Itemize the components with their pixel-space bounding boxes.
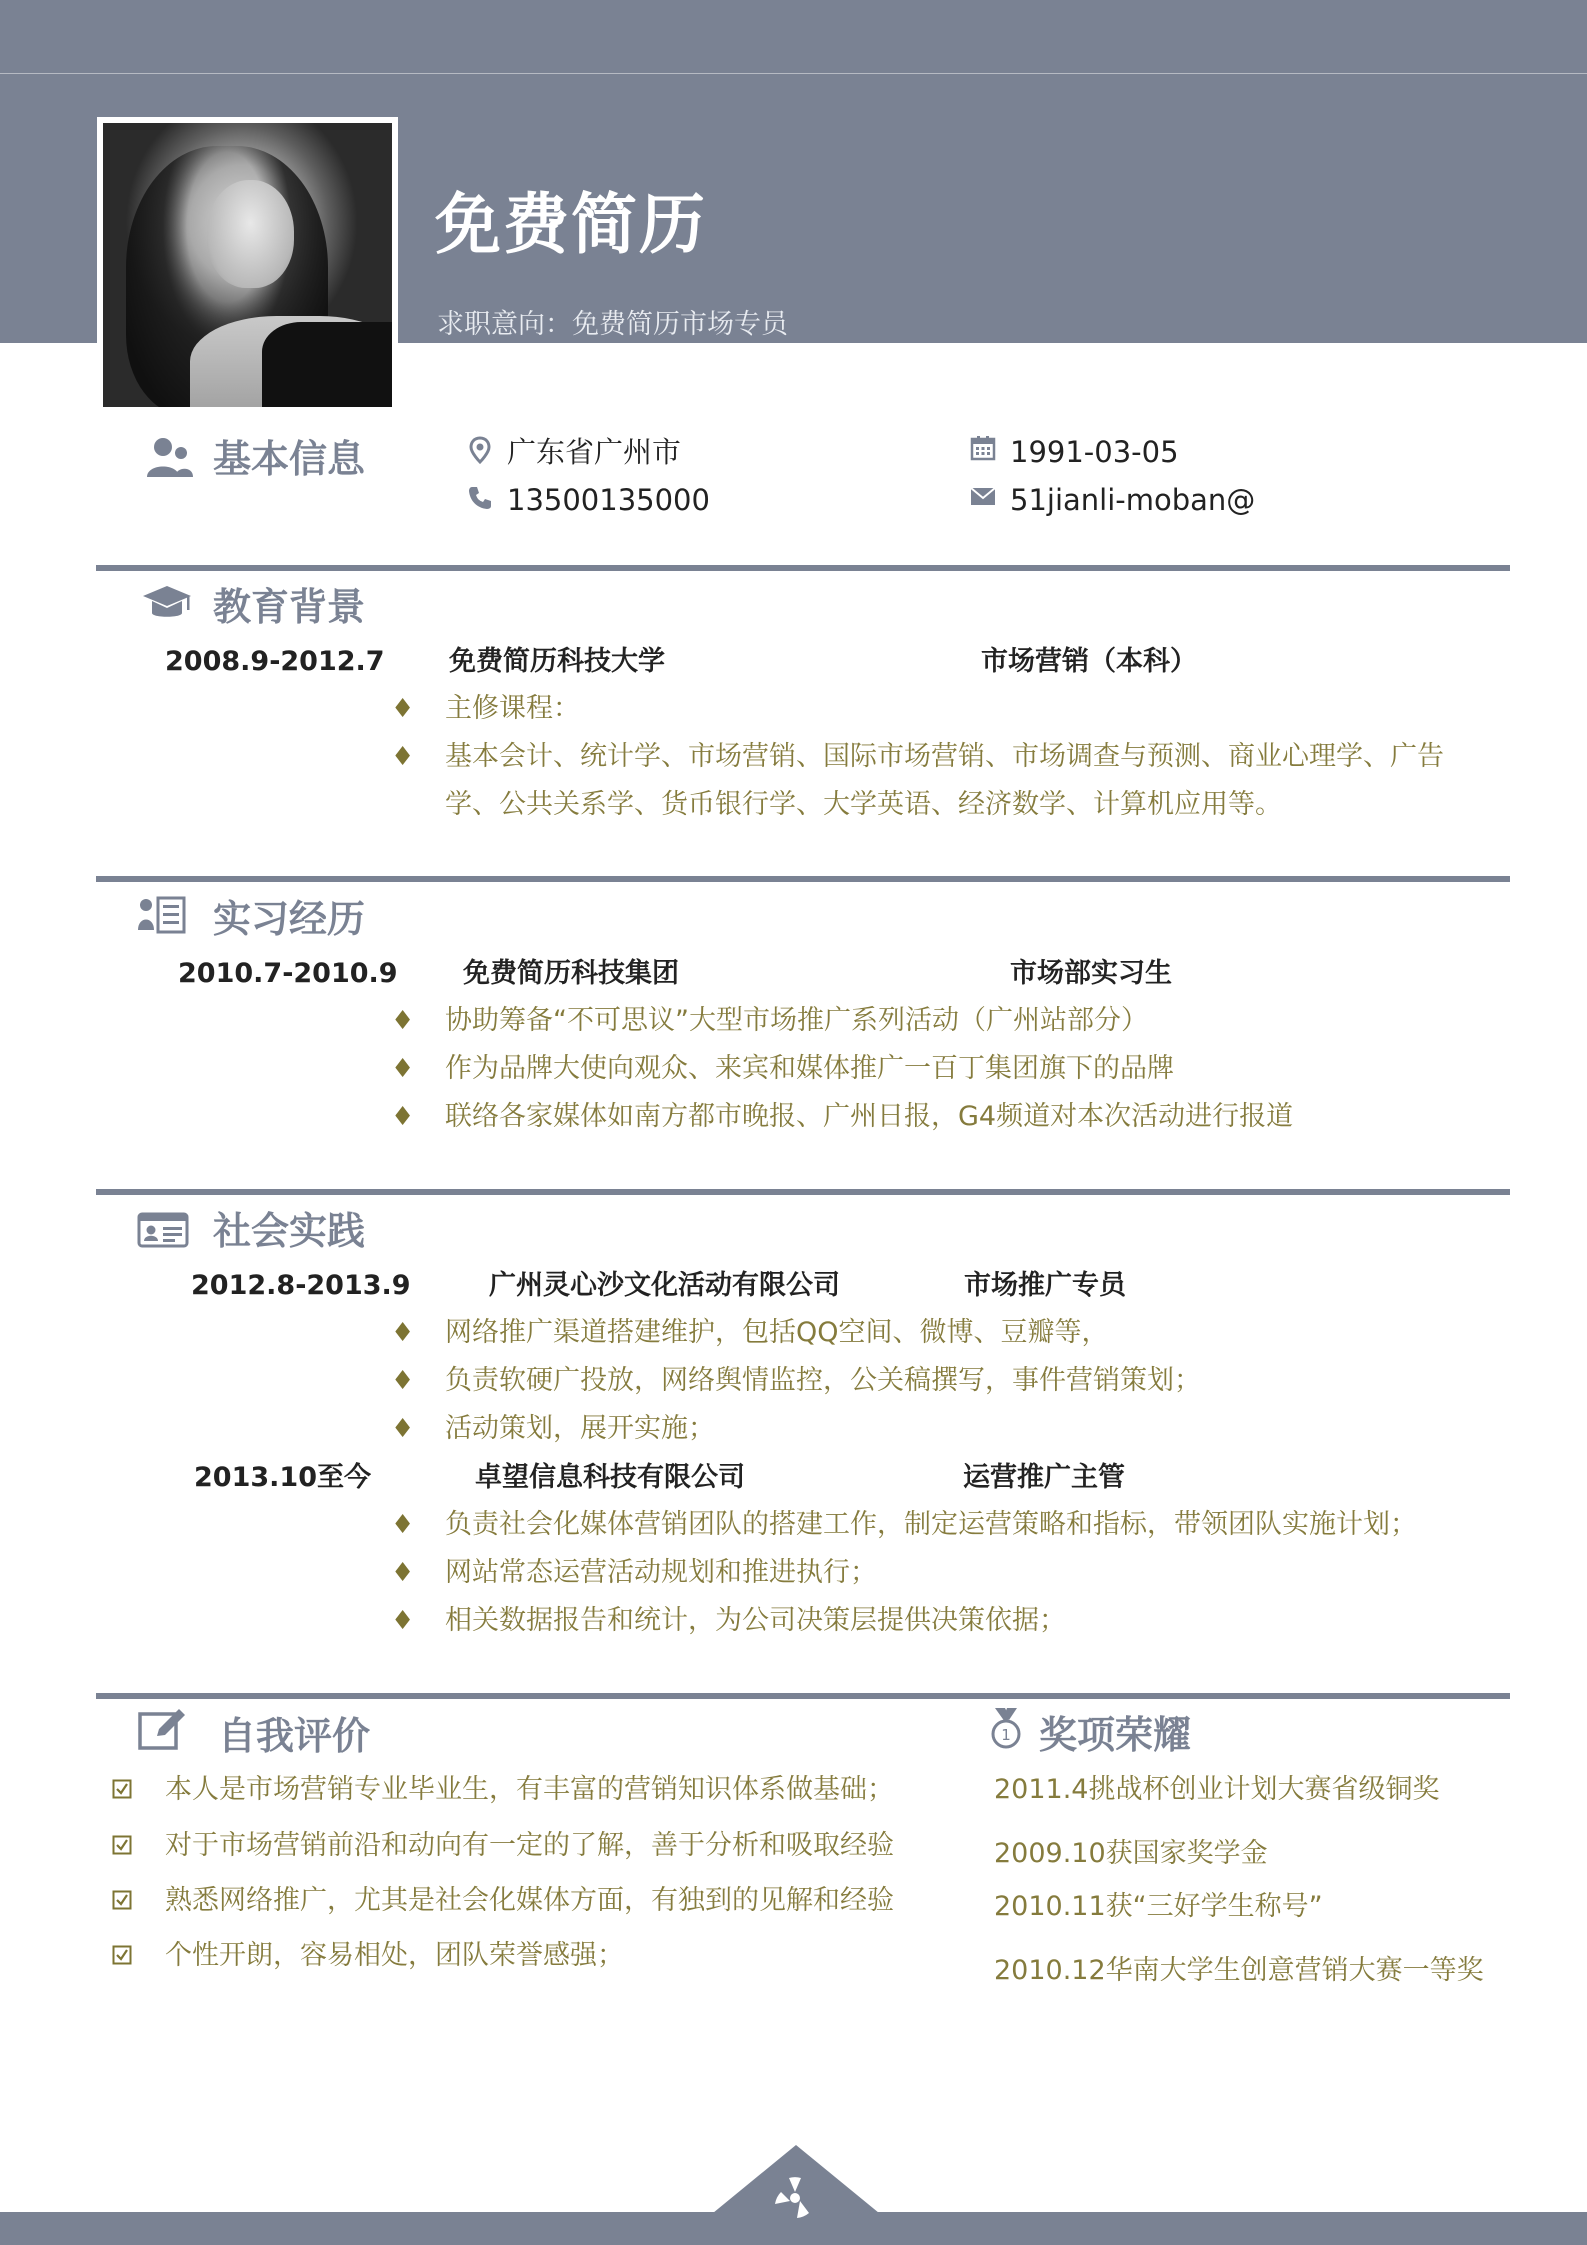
checkbox-icon — [112, 1779, 132, 1799]
practice-bullet: 负责软硬广投放，网络舆情监控，公关稿撰写，事件营销策划； — [445, 1365, 1201, 1396]
edit-icon — [137, 1708, 189, 1752]
bullet-icon: ♦ — [391, 1006, 415, 1036]
phone-icon — [466, 484, 494, 512]
education-bullet: 基本会计、统计学、市场营销、国际市场营销、市场调查与预测、商业心理学、广告学、公共关系学、货币银行学、大学英语、经济数学、计算机应用等。 — [445, 741, 1444, 820]
bullet-icon: ♦ — [391, 742, 415, 772]
section-divider — [96, 1693, 1510, 1699]
footer-logo-icon — [767, 2170, 823, 2226]
education-school: 免费简历科技大学 — [449, 646, 665, 677]
medal-icon — [985, 1706, 1037, 1750]
phone-text: 13500135000 — [507, 483, 710, 517]
section-title-internship: 实习经历 — [213, 897, 366, 941]
practice-company: 广州灵心沙文化活动有限公司 — [489, 1270, 840, 1301]
internship-bullet: 联络各家媒体如南方都市晚报、广州日报，G4频道对本次活动进行报道 — [445, 1101, 1294, 1132]
section-title-practice: 社会实践 — [213, 1209, 366, 1253]
bullet-icon: ♦ — [391, 1414, 415, 1444]
internship-period: 2010.7-2010.9 — [178, 958, 398, 989]
section-title-basic-info: 基本信息 — [213, 437, 366, 481]
profile-photo — [97, 117, 398, 413]
education-bullet: 主修课程： — [445, 693, 580, 724]
section-divider — [96, 1189, 1510, 1195]
internship-bullet: 作为品牌大使向观众、来宾和媒体推广一百丁集团旗下的品牌 — [445, 1053, 1174, 1084]
practice-bullet: 负责社会化媒体营销团队的搭建工作，制定运营策略和指标，带领团队实施计划； — [445, 1509, 1417, 1540]
bullet-icon: ♦ — [391, 1102, 415, 1132]
bullet-icon: ♦ — [391, 1558, 415, 1588]
practice-bullet: 相关数据报告和统计，为公司决策层提供决策依据； — [445, 1605, 1066, 1636]
email-text: 51jianli-moban@ — [1010, 483, 1256, 517]
section-title-awards: 奖项荣耀 — [1039, 1713, 1192, 1757]
internship-role: 市场部实习生 — [1010, 958, 1172, 989]
graduation-cap-icon — [141, 582, 193, 626]
practice-period: 2012.8-2013.9 — [191, 1270, 411, 1301]
checkbox-icon — [112, 1835, 132, 1855]
photo-image — [103, 123, 392, 407]
practice-role: 市场推广专员 — [964, 1270, 1126, 1301]
education-major: 市场营销（本科） — [981, 646, 1197, 677]
location-text: 广东省广州市 — [507, 435, 682, 469]
self-eval-item: 个性开朗，容易相处，团队荣誉感强； — [165, 1940, 624, 1971]
section-divider — [96, 565, 1510, 571]
calendar-icon — [969, 434, 997, 462]
header-divider — [0, 73, 1587, 74]
practice-bullet: 网络推广渠道搭建维护，包括QQ空间、微博、豆瓣等， — [445, 1317, 1109, 1348]
bullet-icon: ♦ — [391, 694, 415, 724]
mail-icon — [969, 482, 997, 510]
practice-bullet: 活动策划，展开实施； — [445, 1413, 715, 1444]
bullet-icon: ♦ — [391, 1510, 415, 1540]
internship-bullet: 协助筹备“不可思议”大型市场推广系列活动（广州站部分） — [445, 1005, 1148, 1036]
self-eval-item: 熟悉网络推广，尤其是社会化媒体方面，有独到的见解和经验 — [165, 1885, 894, 1916]
bullet-icon: ♦ — [391, 1054, 415, 1084]
award-item: 2011.4挑战杯创业计划大赛省级铜奖 — [994, 1774, 1440, 1805]
map-pin-icon — [466, 436, 494, 464]
bullet-icon: ♦ — [391, 1366, 415, 1396]
practice-company: 卓望信息科技有限公司 — [475, 1462, 745, 1493]
award-item: 2010.11获“三好学生称号” — [994, 1891, 1323, 1922]
birthday-text: 1991-03-05 — [1010, 435, 1179, 469]
candidate-name: 免费简历 — [435, 186, 707, 263]
checkbox-icon — [112, 1945, 132, 1965]
users-icon — [143, 435, 195, 479]
self-eval-item: 本人是市场营销专业毕业生，有丰富的营销知识体系做基础； — [165, 1774, 894, 1805]
section-title-self-eval: 自我评价 — [218, 1714, 371, 1758]
bullet-icon: ♦ — [391, 1606, 415, 1636]
id-card-icon — [137, 1208, 189, 1252]
section-divider — [96, 876, 1510, 882]
checkbox-icon — [112, 1890, 132, 1910]
section-title-education: 教育背景 — [213, 585, 366, 629]
education-period: 2008.9-2012.7 — [165, 646, 385, 677]
job-intent: 求职意向：免费简历市场专员 — [437, 309, 788, 340]
award-item: 2010.12华南大学生创意营销大赛一等奖 — [994, 1955, 1484, 1986]
practice-bullet: 网站常态运营活动规划和推进执行； — [445, 1557, 877, 1588]
award-item: 2009.10获国家奖学金 — [994, 1838, 1268, 1869]
practice-role: 运营推广主管 — [963, 1462, 1125, 1493]
practice-period: 2013.10至今 — [194, 1462, 371, 1493]
bullet-icon: ♦ — [391, 1318, 415, 1348]
internship-company: 免费简历科技集团 — [463, 958, 679, 989]
svg-text:1: 1 — [1001, 1726, 1011, 1744]
self-eval-item: 对于市场营销前沿和动向有一定的了解，善于分析和吸取经验 — [165, 1830, 894, 1861]
intern-list-icon — [137, 894, 189, 938]
